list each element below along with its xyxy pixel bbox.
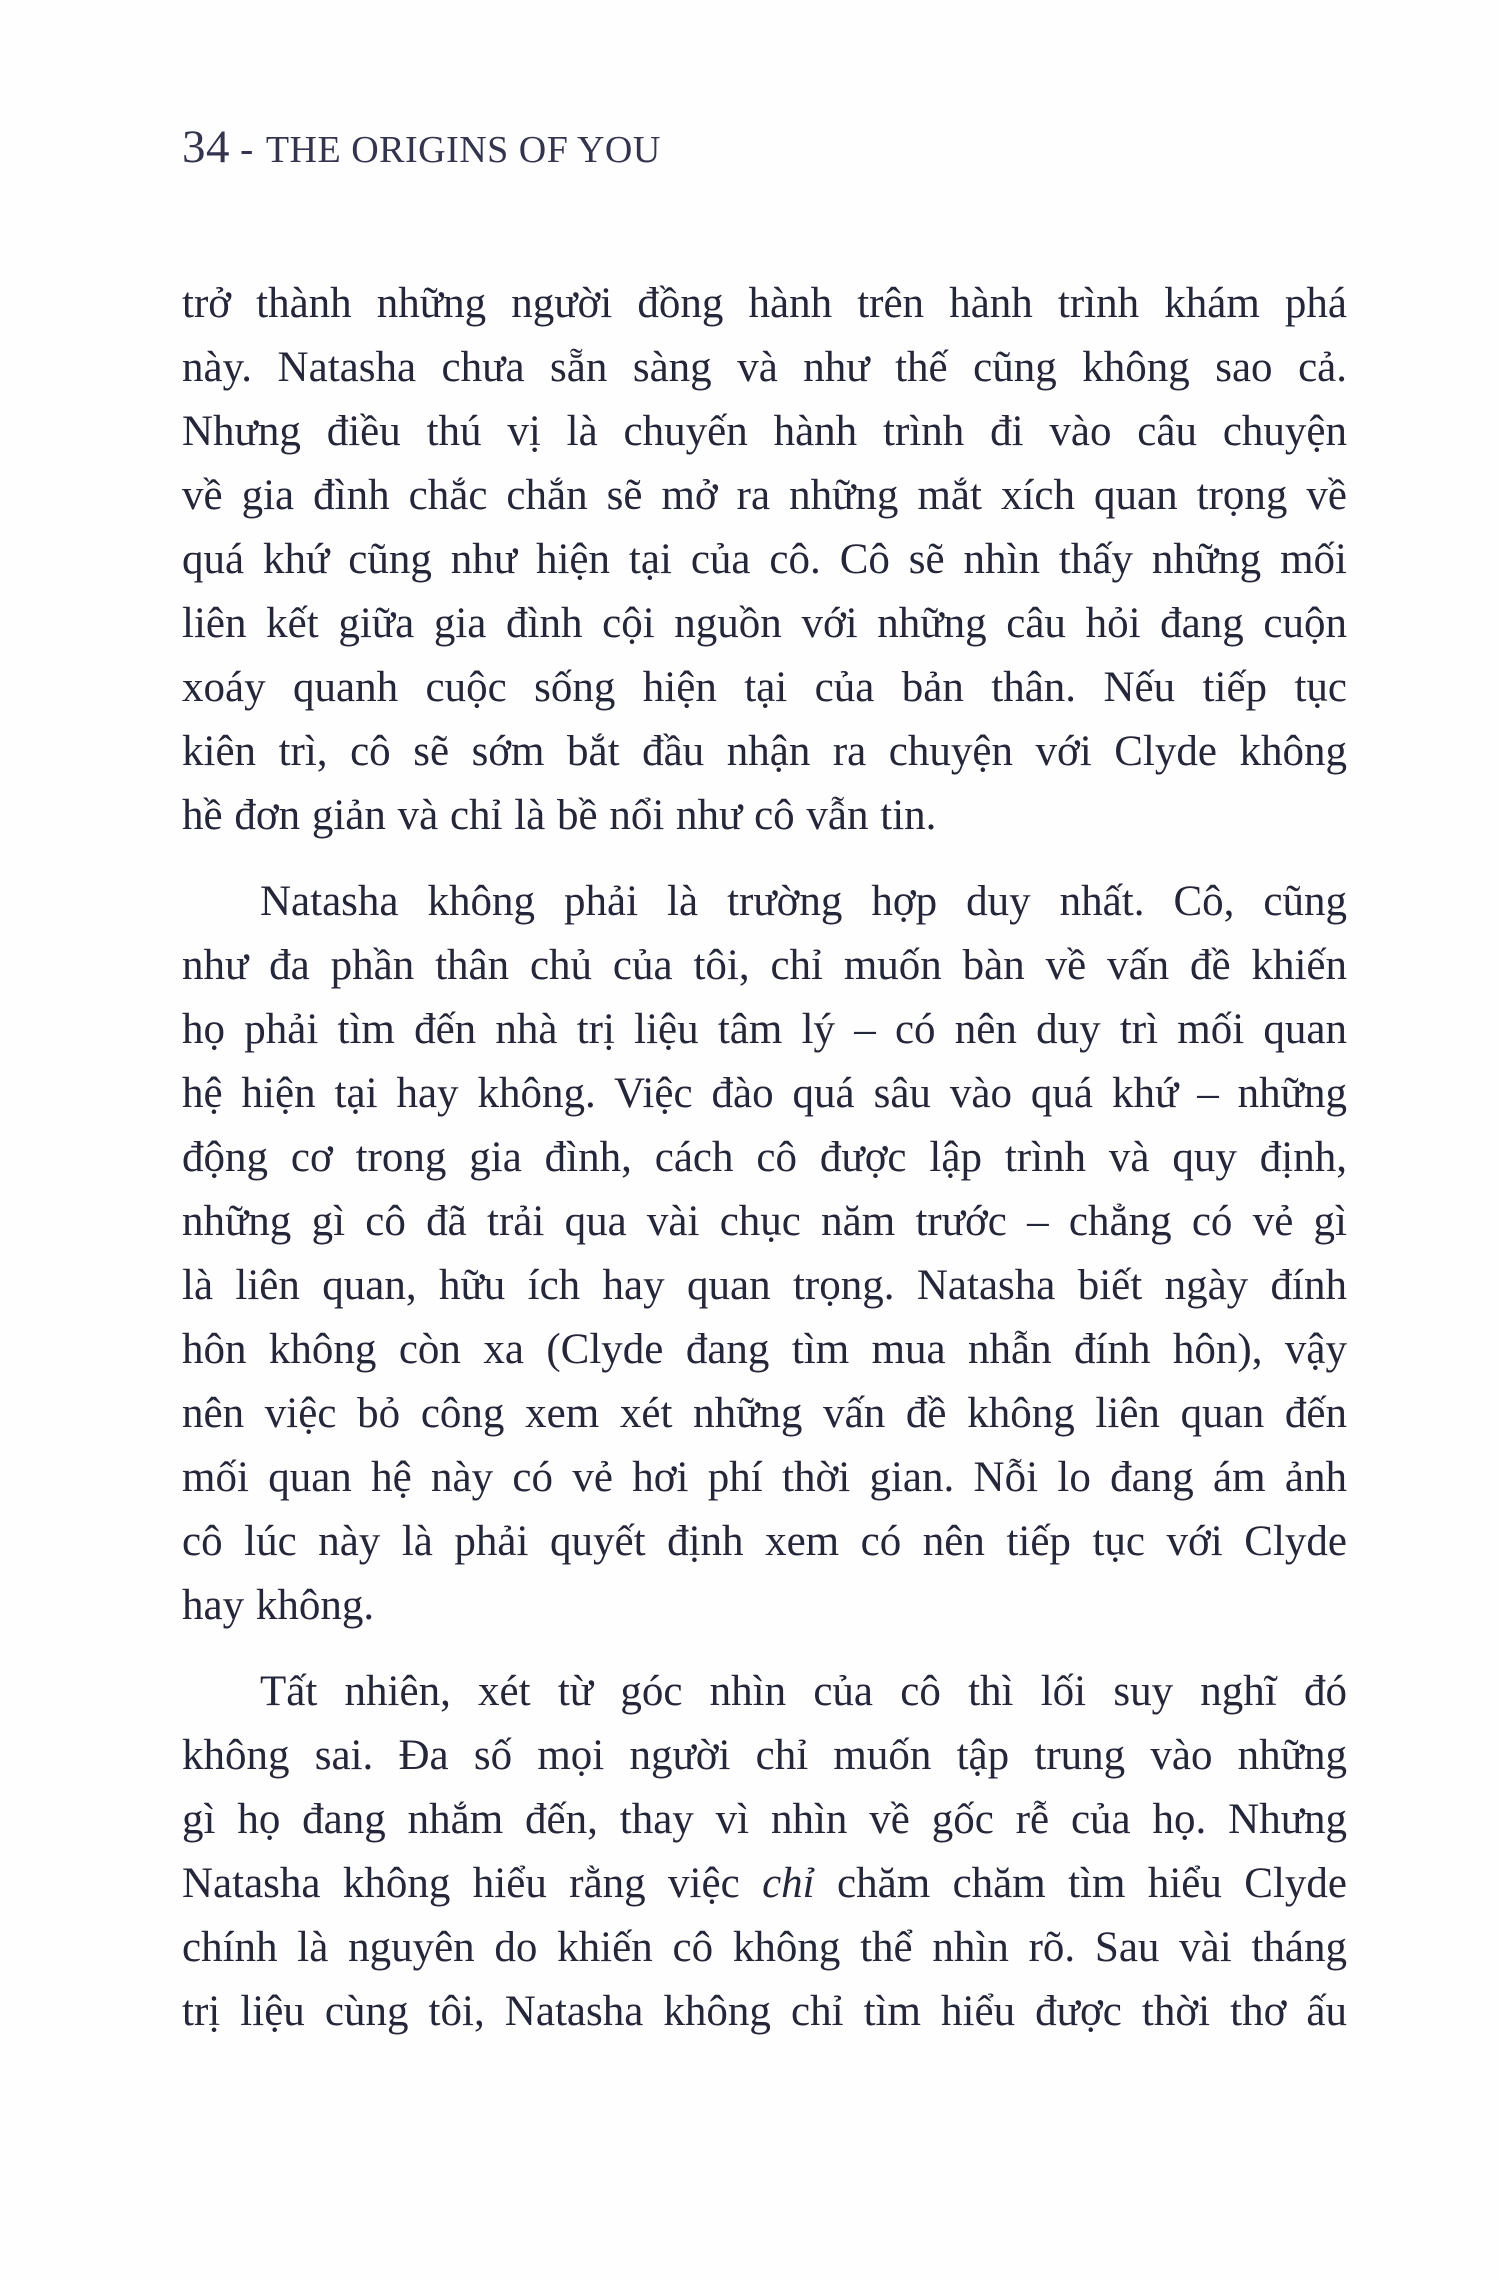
text-line: chính là nguyên do khiến cô không thể nhìn rõ. Sau vài tháng bbox=[182, 1924, 1347, 1971]
text-line: động cơ trong gia đình, cách cô được lập trình và quy định, bbox=[182, 1134, 1347, 1181]
text-line: hôn không còn xa (Clyde đang tìm mua nhẫn đính hôn), vậy bbox=[182, 1326, 1347, 1373]
text-line: như đa phần thân chủ của tôi, chỉ muốn bàn về vấn đề khiến bbox=[182, 942, 1347, 989]
text-segment: Natasha không hiểu rằng việc bbox=[182, 1860, 763, 1907]
text-line: mối quan hệ này có vẻ hơi phí thời gian. Nỗi lo đang ám ảnh bbox=[182, 1454, 1347, 1501]
text-line: về gia đình chắc chắn sẽ mở ra những mắt xích quan trọng về bbox=[182, 472, 1347, 519]
text-line: liên kết giữa gia đình cội nguồn với những câu hỏi đang cuộn bbox=[182, 600, 1347, 647]
header-separator: - bbox=[240, 126, 254, 171]
text-line: kiên trì, cô sẽ sớm bắt đầu nhận ra chuyện với Clyde không bbox=[182, 728, 1347, 775]
text-line: gì họ đang nhắm đến, thay vì nhìn về gốc rễ của họ. Nhưng bbox=[182, 1796, 1347, 1843]
text-line: Tất nhiên, xét từ góc nhìn của cô thì lối suy nghĩ đó bbox=[260, 1668, 1347, 1715]
text-line: là liên quan, hữu ích hay quan trọng. Natasha biết ngày đính bbox=[182, 1262, 1347, 1309]
text-line: họ phải tìm đến nhà trị liệu tâm lý – có nên duy trì mối quan bbox=[182, 1006, 1347, 1053]
body-text-block bbox=[182, 272, 1347, 2044]
book-title: THE ORIGINS OF YOU bbox=[265, 129, 661, 171]
text-line: hệ hiện tại hay không. Việc đào quá sâu vào quá khứ – những bbox=[182, 1070, 1347, 1117]
text-line: trở thành những người đồng hành trên hành trình khám phá bbox=[182, 280, 1347, 327]
text-line: không sai. Đa số mọi người chỉ muốn tập trung vào những bbox=[182, 1732, 1347, 1779]
italic-text-segment: chỉ bbox=[762, 1860, 815, 1907]
page-number: 34 bbox=[182, 121, 230, 173]
text-line: hay không. bbox=[182, 1582, 375, 1629]
text-line: này. Natasha chưa sẵn sàng và như thế cũng không sao cả. bbox=[182, 344, 1347, 391]
text-segment: chăm chăm tìm hiểu Clyde bbox=[814, 1860, 1347, 1907]
paragraph bbox=[182, 870, 1347, 1638]
text-line: những gì cô đã trải qua vài chục năm trước – chẳng có vẻ gì bbox=[182, 1198, 1347, 1245]
text-line: Nhưng điều thú vị là chuyến hành trình đi vào câu chuyện bbox=[182, 408, 1347, 455]
text-line: Natasha không phải là trường hợp duy nhất. Cô, cũng bbox=[260, 878, 1347, 925]
paragraph bbox=[182, 1660, 1347, 2044]
text-line: hề đơn giản và chỉ là bề nổi như cô vẫn tin. bbox=[182, 792, 937, 839]
text-line bbox=[182, 1852, 1347, 1916]
text-line: nên việc bỏ công xem xét những vấn đề không liên quan đến bbox=[182, 1390, 1347, 1437]
text-line: cô lúc này là phải quyết định xem có nên tiếp tục với Clyde bbox=[182, 1518, 1347, 1565]
paragraph bbox=[182, 272, 1347, 848]
text-line: trị liệu cùng tôi, Natasha không chỉ tìm hiểu được thời thơ ấu bbox=[182, 1988, 1347, 2035]
text-line: quá khứ cũng như hiện tại của cô. Cô sẽ nhìn thấy những mối bbox=[182, 536, 1347, 583]
page-header bbox=[182, 121, 661, 173]
text-line: xoáy quanh cuộc sống hiện tại của bản thân. Nếu tiếp tục bbox=[182, 664, 1347, 711]
